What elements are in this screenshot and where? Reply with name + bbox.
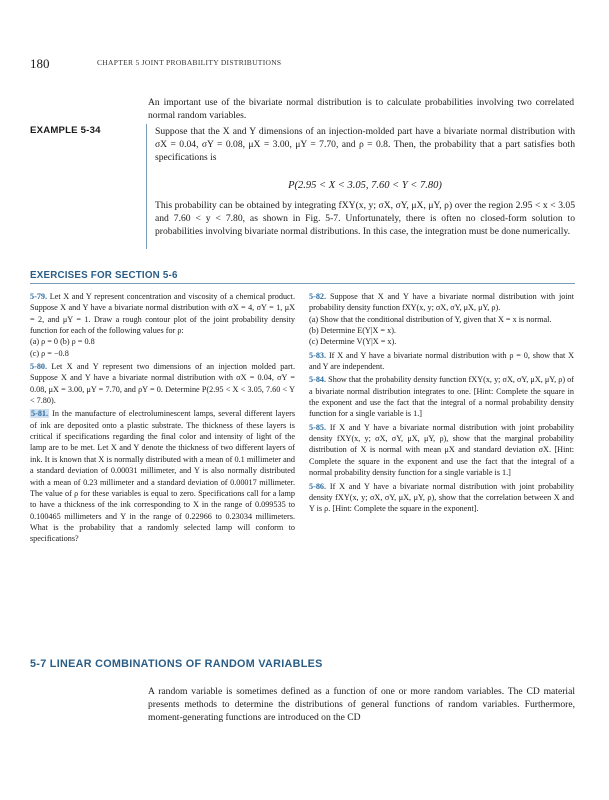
exercise-5-80 xyxy=(30,361,295,406)
exercise-5-81 xyxy=(30,408,295,544)
exercise-5-79 xyxy=(30,291,295,359)
exercise-5-85 xyxy=(309,422,574,479)
example-rule xyxy=(146,124,147,249)
exercise-number: 5-82. xyxy=(309,292,327,301)
exercise-number: 5-84. xyxy=(309,375,327,385)
exercises-rule xyxy=(30,283,575,284)
exercises-left-column xyxy=(30,291,295,547)
example-equation: P(2.95 < X < 3.05, 7.60 < Y < 7.80) xyxy=(288,180,442,191)
intro-paragraph: An important use of the bivariate normal distribution is to calculate probabilities involving two correlated normal random variables. xyxy=(148,97,574,122)
exercises-title: EXERCISES FOR SECTION 5-6 xyxy=(30,270,178,281)
page-number: 180 xyxy=(30,56,50,71)
exercise-number: 5-83. xyxy=(309,350,327,360)
exercise-text: Let X and Y represent concentration and viscosity of a chemical product. Suppose X and Y have a bivariate normal distribution with σX = 4, σY = 1, μX = 2, and μY = 1. Draw a rough contour plot of the joint probability density function for each of the following values for ρ: xyxy=(30,292,295,336)
exercises-right-column xyxy=(309,291,574,517)
exercise-5-86 xyxy=(309,481,574,515)
exercise-text: Let X and Y represent two dimensions of an injection molded part. Suppose X and Y have a bivariate normal distribution with σX = 0.04, σY = 0.08, μX = 3.00, μY = 7.70, and ρY = 0. Determine P(2.95 < X < 3.05, 7.60 < Y < 7.80). xyxy=(30,362,295,406)
exercise-option: (c) Determine V(Y|X = x). xyxy=(309,337,397,347)
section-paragraph: A random variable is sometimes defined as a function of one or more random variables. The CD material presents methods to determine the distributions of general functions of random variables. Furthermore, moment-generating functions are introduced on the CD xyxy=(148,686,575,724)
exercise-number: 5-80. xyxy=(30,362,48,372)
exercise-options: (a) ρ = 0 (b) ρ = 0.8 xyxy=(30,337,95,347)
example-text: Suppose that the X and Y dimensions of an injection-molded part have a bivariate normal distribution with σX = 0.04, σY = 0.08, μX = 3.00, μY = 7.70, and ρ = 0.8. Then, the probability that a part satisfies both specifications is xyxy=(155,126,575,164)
exercise-text: Show that the probability density function fXY(x, y; σX, σY, μX, μY, ρ) of a bivariate normal distribution integrates to one. [Hint: Complete the square in the exponent and use the fact that the integral of a normal probability density function for a single variable is 1.] xyxy=(309,375,574,419)
exercise-5-84 xyxy=(309,374,574,419)
exercise-text: If X and Y have a bivariate normal distribution with joint probability density fXY(x, y; σX, σY, μX, μY, ρ), show that the correlation between X and Y is ρ. [Hint: Complete the square in the exponent]. xyxy=(309,481,575,514)
exercise-text: Suppose that X and Y have a bivariate normal distribution with joint probability density function fXY(x, y; σX, σY, μX, μY, ρ). xyxy=(309,292,575,313)
exercise-text: If X and Y have a bivariate normal distribution with joint probability density fXY(x, y; σX, σY, μX, μY, ρ), show that the marginal probability distribution of X is normal with mean μX and standard deviation σX. [Hint: Complete the square in the exponent and use the fact that the integral of a normal probability density function for a single variable is 1.] xyxy=(309,422,575,478)
exercise-option: (a) Show that the conditional distribution of Y, given that X = x is normal. xyxy=(309,314,552,324)
exercise-option: (c) ρ = −0.8 xyxy=(30,348,69,358)
exercise-5-83 xyxy=(309,350,574,373)
exercise-5-82 xyxy=(309,291,574,348)
example-label: EXAMPLE 5-34 xyxy=(30,125,101,136)
running-head: CHAPTER 5 JOINT PROBABILITY DISTRIBUTIONS xyxy=(97,58,282,67)
exercise-number: 5-79. xyxy=(30,292,48,301)
exercise-text: If X and Y have a bivariate normal distribution with ρ = 0, show that X and Y are independent. xyxy=(309,350,575,372)
exercise-number: 5-85. xyxy=(309,422,327,432)
exercise-number: 5-81. xyxy=(31,409,49,419)
exercise-option: (b) Determine E(Y|X = x). xyxy=(309,326,396,336)
exercise-text: In the manufacture of electroluminescent lamps, several different layers of ink are deposited onto a plastic substrate. The thickness of these layers is critical if specifications regarding the final color and intensity of light of the lamp are to be met. Let X and Y denote the thickness of two different layers of ink. It is known that X is normally distributed with a mean of 0.1 millimeter and a standard deviation of 0.00031 millimeter, and Y is also normally distributed with a mean of 0.23 millimeter and a standard deviation of 0.00017 millimeter. The value of ρ for these variables is equal to zero. Specifications call for a lamp to have a thickness of the ink corresponding to X in the range of 0.099535 to 0.100465 millimeters and Y in the range of 0.22966 to 0.23034 millimeters. What is the probability that a randomly selected lamp will conform to specifications? xyxy=(30,409,296,544)
example-text-continued: This probability can be obtained by integrating fXY(x, y; σX, σY, μX, μY, ρ) over the region 2.95 < x < 3.05 and 7.60 < y < 7.80, as shown in Fig. 5-7. Unfortunately, there is often no closed-form solution to probabilities involving bivariate normal distributions. In this case, the integration must be done numerically. xyxy=(155,200,575,238)
exercise-number: 5-86. xyxy=(309,481,327,491)
section-title: 5-7 LINEAR COMBINATIONS OF RANDOM VARIABLES xyxy=(30,658,323,670)
